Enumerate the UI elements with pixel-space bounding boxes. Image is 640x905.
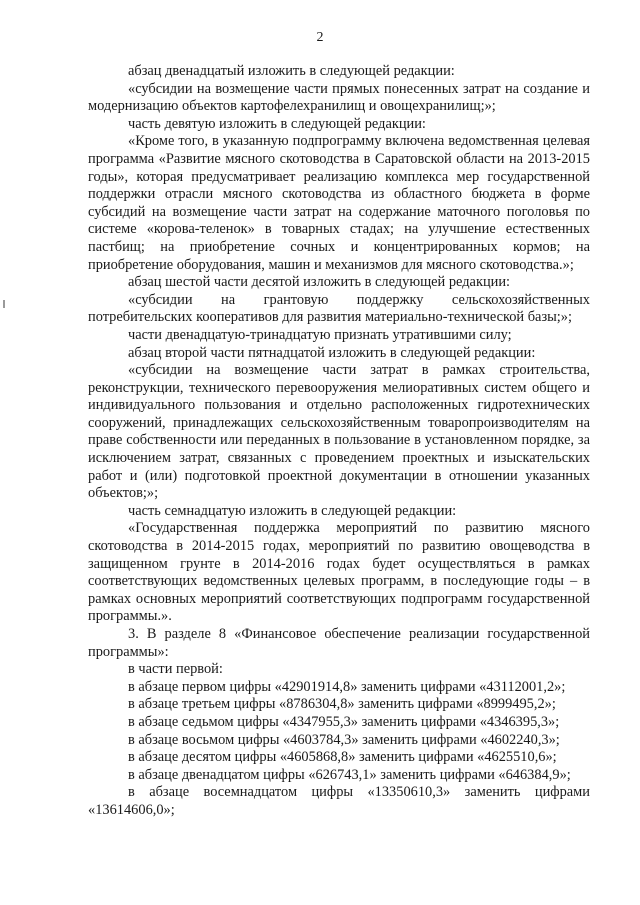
paragraph: в абзаце двенадцатом цифры «626743,1» заменить цифрами «646384,9»; — [128, 766, 571, 783]
paragraph: «Кроме того, в указанную подпрограмму включена ведомственная целевая программа «Развитие мясного скотоводства в Саратовской области на 2013-2015 годы», которая предусматривает реализацию комплекса мер государственной поддержки отрасли мясного скотоводства из областного бюджета в форме субсидий на возмещение части затрат на содержание маточного поголовья по системе «корова-теленок» в товарных стадах; на улучшение естественных пастбищ; на приобретение сочных и концентрированных кормов; на приобретение оборудования, машин и механизмов для мясного скотоводства.»; — [88, 133, 590, 273]
paragraph: в части первой: — [128, 661, 223, 678]
paragraph: абзац шестой части десятой изложить в следующей редакции: — [128, 274, 511, 291]
paragraph: в абзаце десятом цифры «4605868,8» заменить цифрами «4625510,6»; — [128, 749, 557, 766]
paragraph: абзац двенадцатый изложить в следующей редакции: — [128, 63, 455, 79]
paragraph: в абзаце первом цифры «42901914,8» заменить цифрами «43112001,2»; — [128, 678, 566, 695]
page-number: 2 — [316, 30, 324, 45]
paragraph: 3. В разделе 8 «Финансовое обеспечение реализации государственной программы»: — [88, 626, 590, 660]
paragraph: часть девятую изложить в следующей редакции: — [128, 115, 426, 132]
paragraph: «субсидии на возмещение части затрат в рамках строительства, реконструкции, технического перевооружения мелиоративных систем общего и индивидуального пользования и отдельно расположенных гидротехнических сооружений, принадлежащих сельскохозяйственным товаропроизводителям на праве собственности или переданных в пользование в установленном порядке, за исключением затрат, связанных с проведением проектных и изыскательских работ и (или) подготовкой проектной документации в отношении указанных объектов;»; — [88, 362, 590, 502]
paragraph: «субсидии на возмещение части прямых понесенных затрат на создание и модернизацию объектов картофелехранилищ и овощехранилищ;»; — [88, 80, 590, 115]
paragraph: абзац второй части пятнадцатой изложить в следующей редакции: — [128, 344, 536, 361]
paragraph: часть семнадцатую изложить в следующей редакции: — [128, 502, 457, 519]
paragraph: в абзаце восьмом цифры «4603784,3» заменить цифрами «4602240,3»; — [128, 731, 560, 748]
paragraph: части двенадцатую-тринадцатую признать утратившими силу; — [128, 326, 512, 343]
paragraph: в абзаце седьмом цифры «4347955,3» заменить цифрами «4346395,3»; — [128, 713, 560, 730]
paragraph: в абзаце восемнадцатом цифры «13350610,3» заменить цифрами «13614606,0»; — [88, 784, 590, 818]
scan-edge-mark — [3, 300, 5, 308]
paragraph: «субсидии на грантовую поддержку сельскохозяйственных потребительских кооперативов для развития материально-технической базы;»; — [88, 291, 590, 326]
document-body — [88, 63, 590, 820]
paragraph: в абзаце третьем цифры «8786304,8» заменить цифрами «8999495,2»; — [128, 696, 556, 713]
paragraph: «Государственная поддержка мероприятий по развитию мясного скотоводства в 2014-2015 годах, мероприятий по развитию овощеводства в защищенном грунте в 2014-2016 годах будет осуществляться в рамках соответствующих ведомственных целевых программ, в последующие годы – в рамках основных мероприятий соответствующих подпрограмм государственной программы.». — [88, 520, 590, 625]
